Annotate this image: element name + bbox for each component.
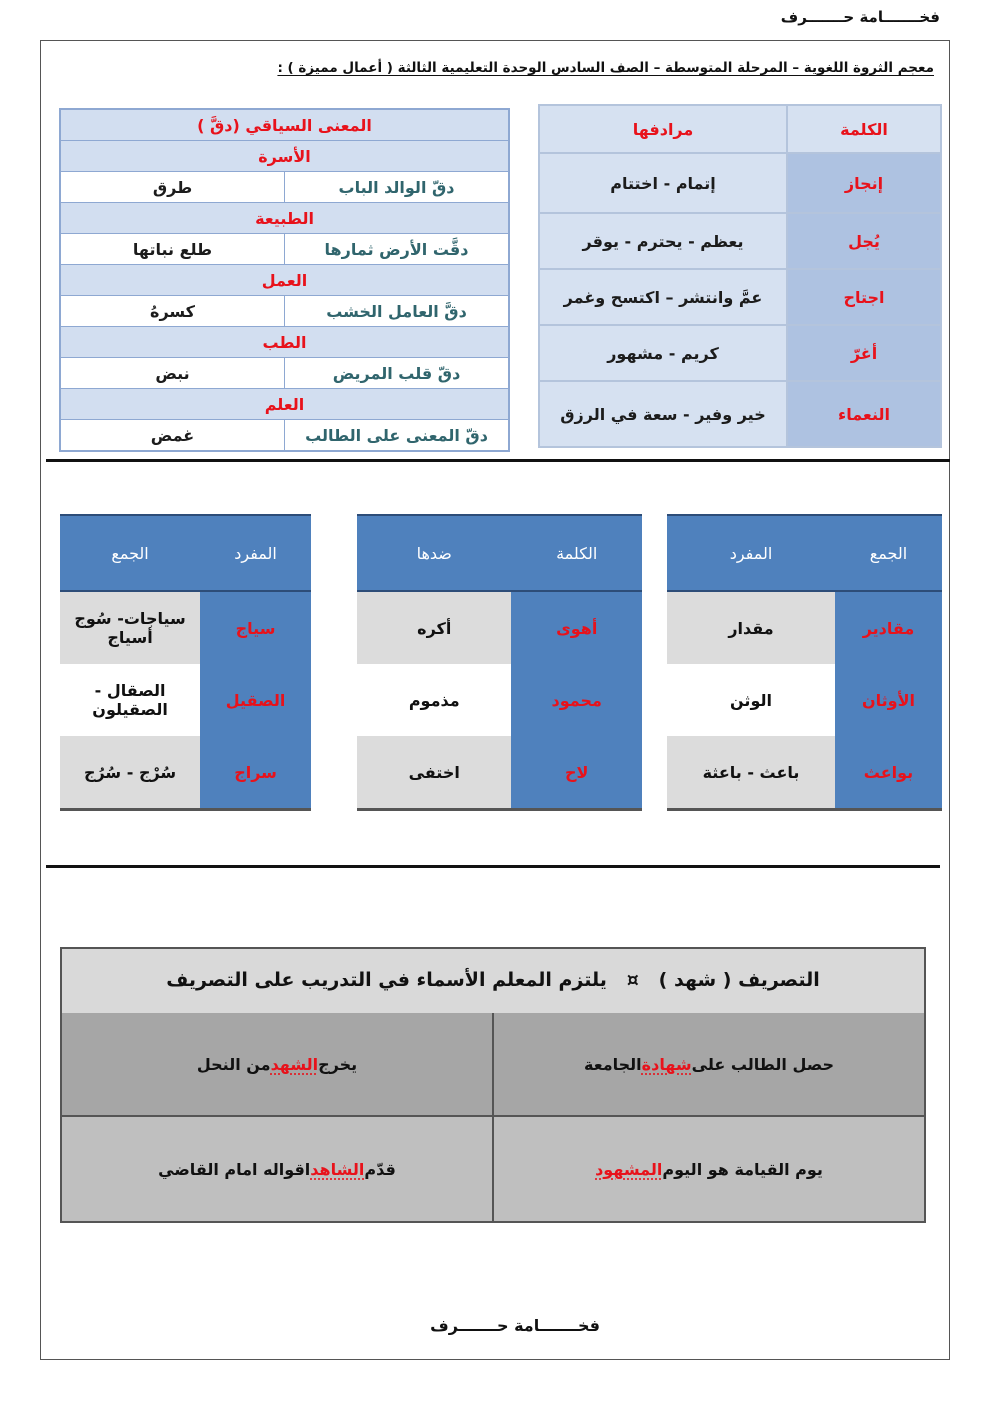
- context-example-row: [60, 172, 509, 203]
- opposites-row: [357, 592, 642, 664]
- example-highlight-word: الشهد: [270, 1054, 319, 1074]
- plural-forms-line: الصقال -: [94, 681, 166, 700]
- synonyms-word: النعماء: [787, 381, 941, 447]
- synonyms-header-meaning: مرادفها: [539, 105, 787, 153]
- context-example-row: [60, 420, 509, 452]
- synonyms-row: [539, 153, 941, 213]
- synonyms-meaning: إتمام - اختتام: [539, 153, 787, 213]
- singulars-row: [60, 592, 311, 664]
- context-field: الطبيعة: [60, 203, 509, 234]
- context-field-row: [60, 141, 509, 172]
- plural-forms-line: سُرْج - سُرُج: [83, 762, 177, 782]
- synonyms-meaning: يعظم - يحترم - يوقر: [539, 213, 787, 269]
- context-meaning: نبض: [60, 358, 285, 389]
- page-heading: معجم الثروة اللغوية – المرحلة المتوسطة – الصف السادس الوحدة التعليمية الثالثة ( أعمال مميزة ) :: [277, 60, 934, 76]
- synonyms-word: اجتاح: [787, 269, 941, 325]
- synonyms-row: [539, 213, 941, 269]
- context-title-row: [60, 109, 509, 141]
- context-field: العلم: [60, 389, 509, 420]
- context-field-row: [60, 203, 509, 234]
- synonyms-meaning: خير وفير - سعة في الرزق: [539, 381, 787, 447]
- opposites-row: [357, 664, 642, 736]
- context-field: الطب: [60, 327, 509, 358]
- synonyms-row: [539, 269, 941, 325]
- synonyms-header-word: الكلمة: [787, 105, 941, 153]
- morphology-example: [494, 1117, 924, 1221]
- plurals-table: [667, 514, 942, 811]
- plurals-header-plural: الجمع: [835, 515, 942, 590]
- plural-word: مقادير: [835, 592, 942, 664]
- synonyms-word: إنجاز: [787, 153, 941, 213]
- context-phrase: دقَّت الأرض ثمارها: [285, 234, 510, 265]
- singulars-row: [60, 736, 311, 810]
- morphology-row: [62, 1013, 924, 1117]
- morphology-example: [62, 1117, 494, 1221]
- context-field: العمل: [60, 265, 509, 296]
- context-meaning-table: [59, 108, 510, 452]
- plurals-header-singular: المفرد: [667, 515, 835, 590]
- context-meaning: طلع نباتها: [60, 234, 285, 265]
- morphology-box: [60, 947, 926, 1223]
- plurals-header-row: [667, 515, 942, 590]
- plurals-row: [667, 736, 942, 810]
- context-field-row: [60, 327, 509, 358]
- section-divider: [46, 459, 950, 462]
- singulars-table: [60, 514, 311, 811]
- synonyms-word: يُجل: [787, 213, 941, 269]
- morphology-title-word: التصريف ( شهد ): [658, 969, 820, 991]
- morphology-title: [62, 949, 924, 1015]
- context-example-row: [60, 358, 509, 389]
- synonyms-row: [539, 381, 941, 447]
- singulars-header-singular: المفرد: [200, 515, 311, 590]
- context-phrase: دقَّ العامل الخشب: [285, 296, 510, 327]
- synonyms-header-row: [539, 105, 941, 153]
- opposite-value: أكره: [357, 592, 511, 664]
- example-highlight-word: الشاهد: [310, 1159, 365, 1179]
- context-example-row: [60, 296, 509, 327]
- morphology-title-mark: ¤: [626, 969, 639, 991]
- plural-forms-line: أسياج: [107, 628, 153, 647]
- opposites-row: [357, 736, 642, 810]
- context-field: الأسرة: [60, 141, 509, 172]
- example-highlight-word: شهادة: [641, 1054, 692, 1074]
- context-phrase: دقّ المعنى على الطالب: [285, 420, 510, 452]
- opposite-word: محمود: [511, 664, 642, 736]
- synonyms-meaning: كريم - مشهور: [539, 325, 787, 381]
- example-text: حصل الطالب على: [691, 1054, 835, 1074]
- plural-word: الأوثان: [835, 664, 942, 736]
- opposite-value: مذموم: [357, 664, 511, 736]
- singulars-row: [60, 664, 311, 736]
- plurals-row: [667, 664, 942, 736]
- example-highlight-word: المشهود: [595, 1159, 663, 1179]
- example-text: يخرج: [318, 1054, 358, 1074]
- plural-forms: [60, 736, 200, 810]
- synonyms-word: أغرّ: [787, 325, 941, 381]
- singulars-header-plural: الجمع: [60, 515, 200, 590]
- example-text: يوم القيامة هو اليوم: [662, 1159, 823, 1179]
- example-text: الجامعة: [583, 1054, 642, 1074]
- morphology-row: [62, 1117, 924, 1221]
- plural-forms-line: سياجات- سُوج: [74, 609, 186, 628]
- example-text: قدّم: [364, 1159, 396, 1179]
- context-meaning: كسرهُ: [60, 296, 285, 327]
- context-field-row: [60, 265, 509, 296]
- example-text: من النحل: [196, 1054, 271, 1074]
- opposites-header-opposite: ضدها: [357, 515, 511, 590]
- synonyms-table: [538, 104, 942, 448]
- singular-word: الصقيل: [200, 664, 311, 736]
- opposites-header-row: [357, 515, 642, 590]
- singular-form: الوثن: [667, 664, 835, 736]
- synonyms-row: [539, 325, 941, 381]
- plural-forms: [60, 592, 200, 664]
- singular-form: باعث - باعثة: [667, 736, 835, 810]
- morphology-example: [62, 1013, 494, 1115]
- singular-word: سياج: [200, 592, 311, 664]
- context-meaning: طرق: [60, 172, 285, 203]
- example-text: اقواله امام القاضي: [158, 1159, 311, 1179]
- plural-word: بواعث: [835, 736, 942, 810]
- plural-forms-line: الصقيلون: [92, 700, 168, 719]
- opposite-word: أهوى: [511, 592, 642, 664]
- opposite-word: لاح: [511, 736, 642, 810]
- context-phrase: دقّ الوالد الباب: [285, 172, 510, 203]
- plurals-row: [667, 592, 942, 664]
- opposites-header-word: الكلمة: [511, 515, 642, 590]
- context-title: المعنى السياقي (دقَّ ): [60, 109, 509, 141]
- opposites-table: [357, 514, 642, 811]
- singular-word: سراج: [200, 736, 311, 810]
- synonyms-meaning: عمَّ وانتشر – اكتسح وغمر: [539, 269, 787, 325]
- section-divider: [46, 865, 940, 868]
- brand-bottom: فخـــــــامة حـــــــرف: [430, 1316, 600, 1335]
- context-meaning: غمض: [60, 420, 285, 452]
- context-field-row: [60, 389, 509, 420]
- opposite-value: اختفى: [357, 736, 511, 810]
- singular-form: مقدار: [667, 592, 835, 664]
- singulars-header-row: [60, 515, 311, 590]
- context-example-row: [60, 234, 509, 265]
- context-phrase: دقّ قلب المريض: [285, 358, 510, 389]
- plural-forms: [60, 664, 200, 736]
- morphology-title-text: يلتزم المعلم الأسماء في التدريب على التصريف: [166, 969, 607, 991]
- brand-top: فخـــــــامة حـــــــرف: [780, 8, 940, 26]
- morphology-example: [494, 1013, 924, 1115]
